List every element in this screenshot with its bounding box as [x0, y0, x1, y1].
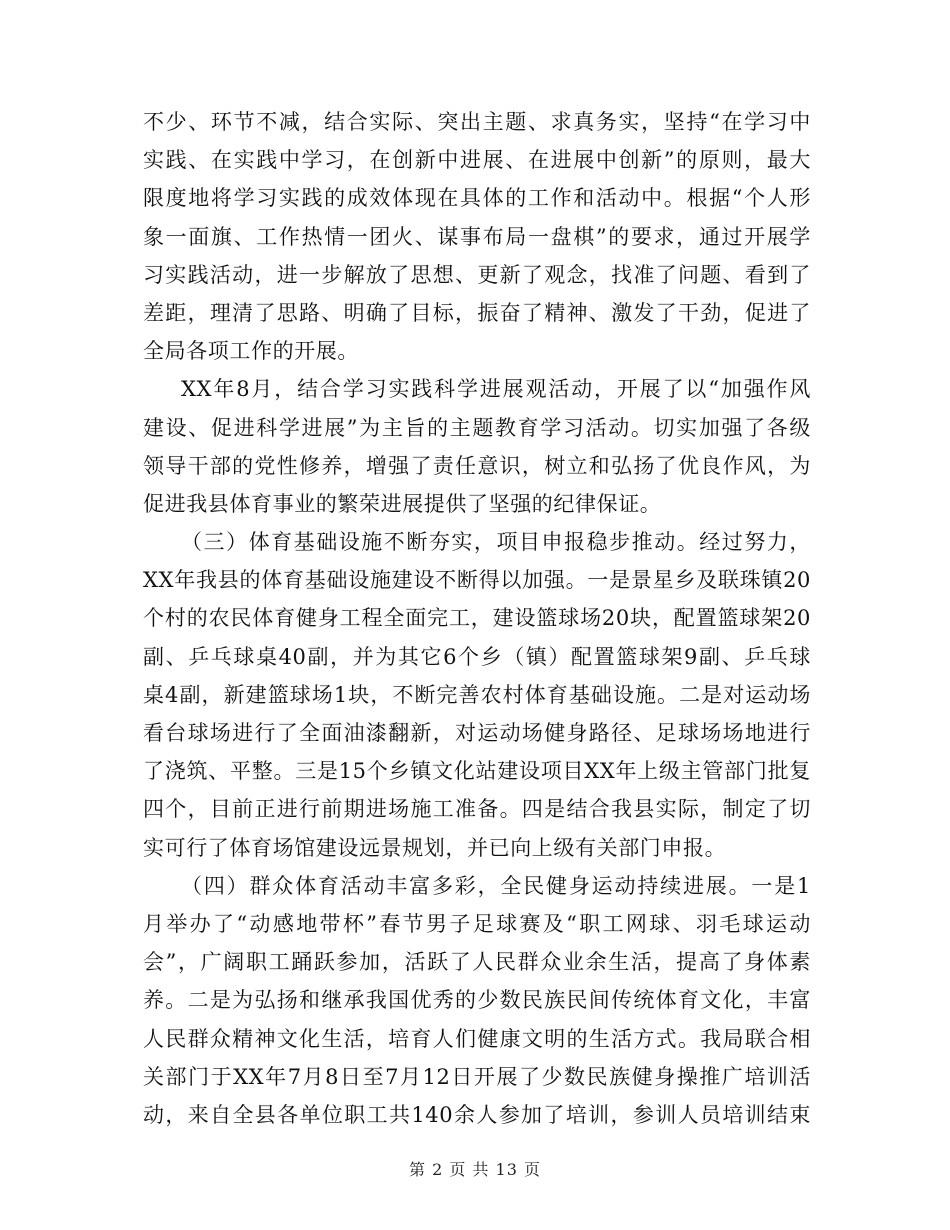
text-line: 副、乒乓球桌40副，并为其它6个乡（镇）配置篮球架9副、乒乓球 [143, 644, 811, 669]
text-line: 不少、环节不减，结合实际、突出主题、求真务实，坚持“在学习中 [143, 110, 811, 134]
text-line: 建设、促进科学进展”为主旨的主题教育学习活动。切实加强了各级 [143, 415, 811, 440]
text-line: 会”，广阔职工踊跃参加，活跃了人民群众业余生活，提高了身体素 [143, 950, 811, 975]
text-line: 全局各项工作的开展。 [143, 339, 359, 364]
text-line: XX年我县的体育基础设施建设不断得以加强。一是景星乡及联珠镇20 [143, 568, 811, 593]
text-line: 实可行了体育场馆建设远景规划，并已向上级有关部门申报。 [143, 835, 727, 860]
text-line: 动，来自全县各单位职工共140余人参加了培训，参训人员培训结束 [143, 1102, 811, 1127]
text-line: 桌4副，新建篮球场1块，不断完善农村体育基础设施。二是对运动场 [143, 682, 811, 707]
text-line: 促进我县体育事业的繁荣进展提供了坚强的纪律保证。 [143, 491, 662, 516]
text-line: 实践、在实践中学习，在创新中进展、在进展中创新”的原则，最大 [143, 148, 811, 173]
text-line: 月举办了“动感地带杯”春节男子足球赛及“职工网球、羽毛球运动 [143, 911, 811, 936]
text-line: XX年8月，结合学习实践科学进展观活动，开展了以“加强作风 [181, 377, 811, 402]
page-number-footer: 第 2 页 共 13 页 [409, 1160, 541, 1179]
text-line: （三）体育基础设施不断夯实，项目申报稳步推动。经过努力， [181, 530, 811, 555]
text-line: （四）群众体育活动丰富多彩，全民健身运动持续进展。一是1 [181, 873, 811, 898]
text-line: 养。二是为弘扬和继承我国优秀的少数民族民间传统体育文化，丰富 [143, 988, 811, 1013]
text-line: 了浇筑、平整。三是15个乡镇文化站建设项目XX年上级主管部门批复 [143, 759, 811, 784]
text-line: 习实践活动，进一步解放了思想、更新了观念，找准了问题、看到了 [143, 262, 811, 287]
text-line: 看台球场进行了全面油漆翻新，对运动场健身路径、足球场场地进行 [143, 721, 811, 745]
text-line: 象一面旗、工作热情一团火、谋事布局一盘棋”的要求，通过开展学 [143, 224, 811, 249]
text-line: 领导干部的党性修养，增强了责任意识，树立和弘扬了优良作风，为 [143, 453, 811, 478]
text-line: 关部门于XX年7月8日至7月12日开展了少数民族健身操推广培训活 [143, 1064, 811, 1089]
text-line: 四个，目前正进行前期进场施工准备。四是结合我县实际，制定了切 [143, 797, 811, 822]
text-line: 限度地将学习实践的成效体现在具体的工作和活动中。根据“个人形 [143, 186, 811, 211]
text-line: 差距，理清了思路、明确了目标，振奋了精神、激发了干劲，促进了 [143, 300, 811, 325]
text-line: 人民群众精神文化生活，培育人们健康文明的生活方式。我局联合相 [143, 1026, 811, 1051]
text-line: 个村的农民体育健身工程全面完工，建设篮球场20块，配置篮球架20 [143, 606, 811, 631]
body-text [143, 103, 811, 1134]
